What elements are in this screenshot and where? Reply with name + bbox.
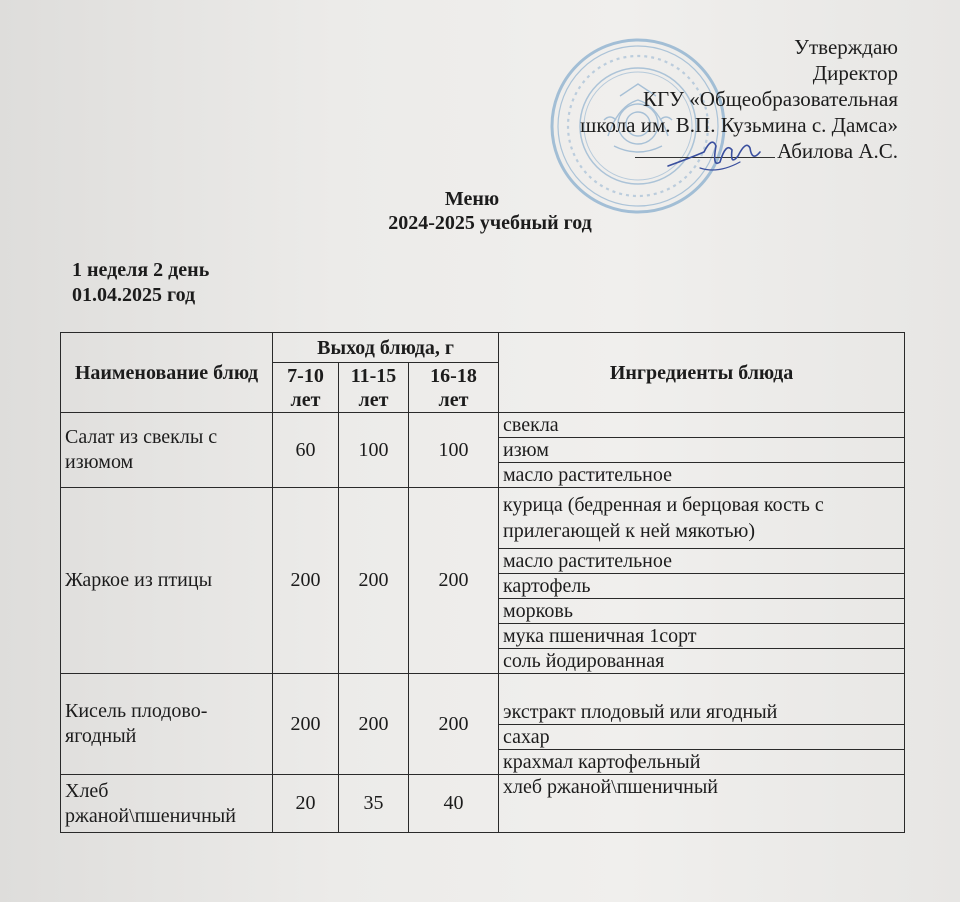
ingredient-item: экстракт плодовый или ягодный <box>499 674 905 725</box>
table-row <box>61 775 905 833</box>
ingredient-item: курица (бедренная и берцовая кость с прилегающей к ней мякотью) <box>499 488 905 549</box>
yield-header: Выход блюда, г <box>273 333 499 363</box>
yield-7-10: 60 <box>273 413 339 488</box>
ingredient-item: хлеб ржаной\пшеничный <box>499 775 905 833</box>
day-info <box>72 258 209 308</box>
yield-11-15: 200 <box>339 674 409 775</box>
yield-11-15: 100 <box>339 413 409 488</box>
handwritten-signature <box>660 122 770 182</box>
yield-16-18: 100 <box>409 413 499 488</box>
table-row <box>61 413 905 438</box>
yield-16-18: 200 <box>409 488 499 674</box>
yield-7-10: 200 <box>273 674 339 775</box>
dish-name: Жаркое из птицы <box>61 488 273 674</box>
document-title: Меню <box>444 188 500 210</box>
ingredient-item: масло растительное <box>499 549 905 574</box>
ingredient-item: мука пшеничная 1сорт <box>499 624 905 649</box>
ingredient-item: крахмал картофельный <box>499 750 905 775</box>
dish-name: Салат из свеклы с изюмом <box>61 413 273 488</box>
menu-table <box>60 332 905 833</box>
dish-name: Хлеб ржаной\пшеничный <box>61 775 273 833</box>
dish-name-header: Наименование блюд <box>61 333 273 413</box>
ingredient-item: картофель <box>499 574 905 599</box>
school-year: 2024-2025 учебный год <box>388 212 592 234</box>
ingredient-item: свекла <box>499 413 905 438</box>
ingredient-item: морковь <box>499 599 905 624</box>
dish-name: Кисель плодово-ягодный <box>61 674 273 775</box>
age-11-15-header: 11-15 лет <box>339 363 409 413</box>
ingredient-item: сахар <box>499 725 905 750</box>
yield-11-15: 35 <box>339 775 409 833</box>
yield-7-10: 20 <box>273 775 339 833</box>
yield-11-15: 200 <box>339 488 409 674</box>
approval-position: Директор <box>812 61 898 85</box>
ingredient-item: изюм <box>499 438 905 463</box>
approval-org-line1: КГУ «Общеобразовательная <box>643 87 898 111</box>
table-row <box>61 488 905 549</box>
age-16-18-header: 16-18 лет <box>409 363 499 413</box>
yield-16-18: 200 <box>409 674 499 775</box>
ingredients-header: Ингредиенты блюда <box>499 333 905 413</box>
yield-7-10: 200 <box>273 488 339 674</box>
approval-org-line2: школа им. В.П. Кузьмина с. Дамса» <box>580 113 898 137</box>
age-7-10-header: 7-10 лет <box>273 363 339 413</box>
table-row <box>61 674 905 725</box>
date-label: 01.04.2025 год <box>72 284 196 306</box>
ingredient-item: масло растительное <box>499 463 905 488</box>
ingredient-item: соль йодированная <box>499 649 905 674</box>
week-day-label: 1 неделя 2 день <box>72 259 210 281</box>
approval-word: Утверждаю <box>794 35 898 59</box>
signatory-name: Абилова А.С. <box>777 139 898 163</box>
yield-16-18: 40 <box>409 775 499 833</box>
